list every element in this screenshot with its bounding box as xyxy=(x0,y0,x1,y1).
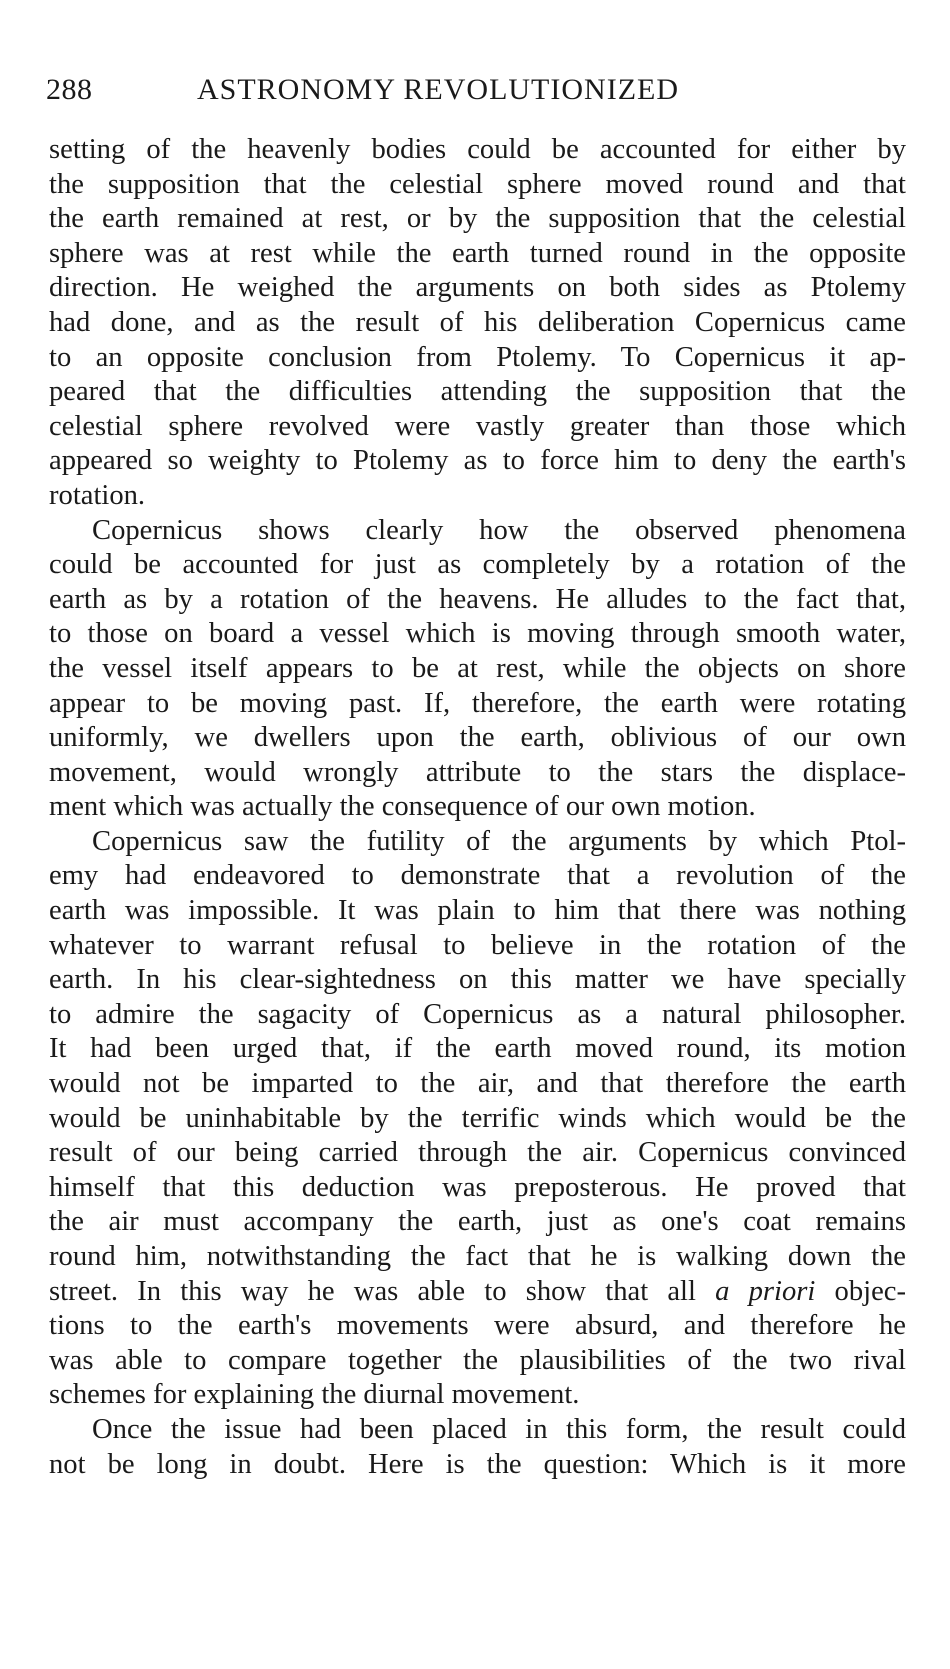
text-line: schemes for explaining the diurnal movement. xyxy=(49,1379,580,1411)
text-segment: objec- xyxy=(815,1275,906,1307)
paragraph-2 xyxy=(49,514,906,825)
text-line: not be long in doubt. Here is the question: Which is it more xyxy=(49,1448,906,1480)
text-line: the air must accompany the earth, just as one's coat remains xyxy=(49,1206,906,1238)
text-line: could be accounted for just as completely by a rotation of the xyxy=(49,549,906,581)
text-line: tions to the earth's movements were absurd, and therefore he xyxy=(49,1310,906,1342)
text-line: the vessel itself appears to be at rest, while the objects on shore xyxy=(49,652,906,684)
text-line: movement, would wrongly attribute to the stars the displace- xyxy=(49,756,906,788)
text-line: earth as by a rotation of the heavens. He alludes to the fact that, xyxy=(49,583,906,615)
text-line: the supposition that the celestial sphere moved round and that xyxy=(49,168,906,200)
paragraph-1 xyxy=(49,133,906,514)
text-line: result of our being carried through the air. Copernicus convinced xyxy=(49,1137,906,1169)
text-line: celestial sphere revolved were vastly greater than those which xyxy=(49,410,906,442)
text-line: to those on board a vessel which is moving through smooth water, xyxy=(49,618,906,650)
text-line: emy had endeavored to demonstrate that a revolution of the xyxy=(49,860,906,892)
text-line: It had been urged that, if the earth moved round, its motion xyxy=(49,1033,906,1065)
text-line: setting of the heavenly bodies could be accounted for either by xyxy=(49,134,906,165)
running-head xyxy=(46,73,906,113)
text-segment: street. In this way he was able to show that all xyxy=(49,1275,716,1307)
italic-phrase: a priori xyxy=(715,1275,816,1307)
text-line: uniformly, we dwellers upon the earth, oblivious of our own xyxy=(49,722,906,754)
text-line: himself that this deduction was preposterous. He proved that xyxy=(49,1171,906,1203)
text-line: rotation. xyxy=(49,479,146,511)
text-line: would be uninhabitable by the terrific winds which would be the xyxy=(49,1102,906,1134)
text-line-with-italic xyxy=(49,1275,906,1310)
text-line: Once the issue had been placed in this form, the result could xyxy=(92,1413,906,1445)
running-title: ASTRONOMY REVOLUTIONIZED xyxy=(197,73,680,106)
page-number: 288 xyxy=(46,73,93,106)
text-line: would not be imparted to the air, and that therefore the earth xyxy=(49,1068,906,1100)
text-line: had done, and as the result of his deliberation Copernicus came xyxy=(49,306,906,338)
text-line: appear to be moving past. If, therefore, the earth were rotating xyxy=(49,687,906,719)
text-line: Copernicus saw the futility of the arguments by which Ptol- xyxy=(92,825,906,857)
text-line: Copernicus shows clearly how the observed phenomena xyxy=(92,514,906,546)
text-line: round him, notwithstanding the fact that he is walking down the xyxy=(49,1241,906,1272)
paragraph-3 xyxy=(49,825,906,1413)
text-line: to admire the sagacity of Copernicus as a natural philosopher. xyxy=(49,998,906,1030)
text-line: sphere was at rest while the earth turned round in the opposite xyxy=(49,237,906,269)
text-line: earth. In his clear-sightedness on this matter we have specially xyxy=(49,964,906,996)
text-line: was able to compare together the plausibilities of the two rival xyxy=(49,1344,906,1376)
text-line: earth was impossible. It was plain to him that there was nothing xyxy=(49,895,906,927)
paragraph-4 xyxy=(49,1413,906,1482)
text-line: appeared so weighty to Ptolemy as to force him to deny the earth's xyxy=(49,445,906,477)
text-line: whatever to warrant refusal to believe in the rotation of the xyxy=(49,929,906,961)
text-line: peared that the difficulties attending the supposition that the xyxy=(49,376,906,408)
text-line: direction. He weighed the arguments on both sides as Ptolemy xyxy=(49,272,906,304)
text-line: to an opposite conclusion from Ptolemy. To Copernicus it ap- xyxy=(49,341,906,373)
text-line: ment which was actually the consequence of our own motion. xyxy=(49,791,756,823)
text-line: the earth remained at rest, or by the supposition that the celestial xyxy=(49,203,906,235)
body-text xyxy=(49,133,906,1482)
